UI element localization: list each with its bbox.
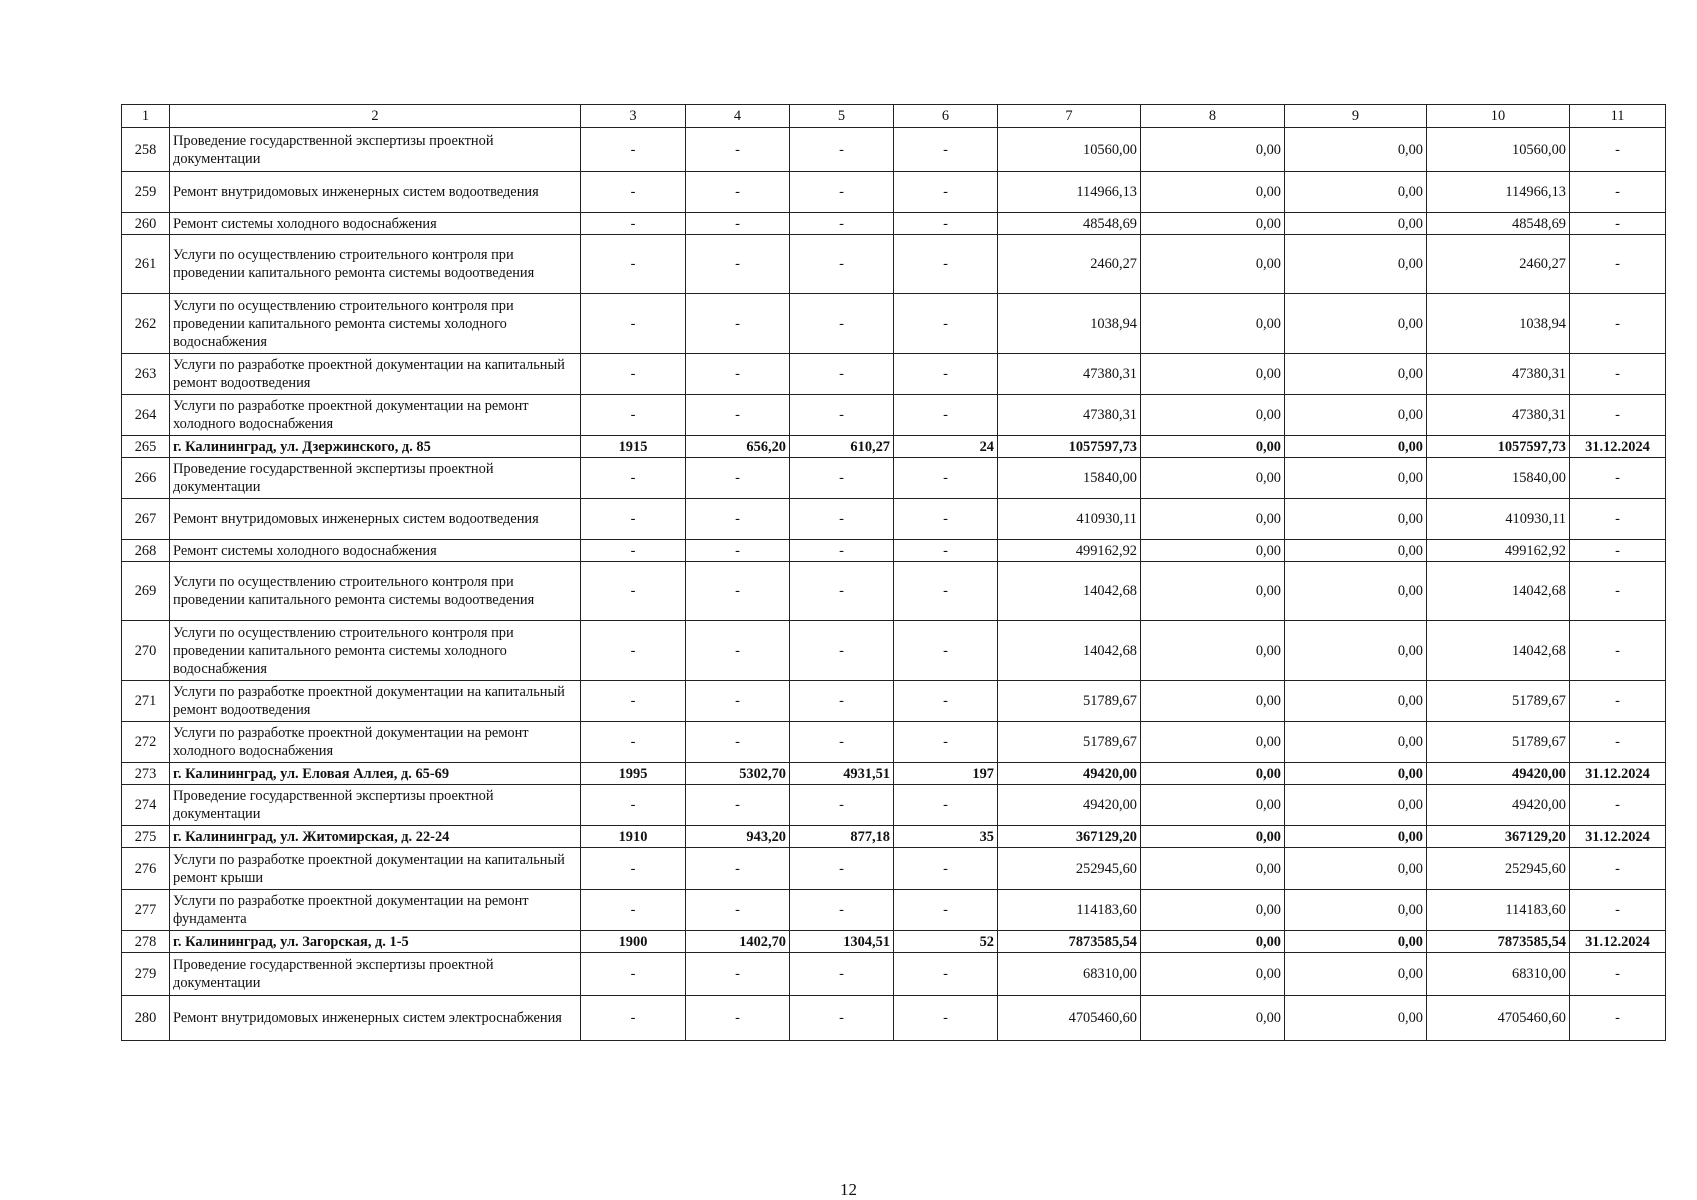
cell-col9: 0,00 (1285, 890, 1427, 931)
cell-col5: - (790, 499, 894, 540)
cell-col9: 0,00 (1285, 826, 1427, 848)
cell-col5: - (790, 953, 894, 996)
cell-col6: - (894, 499, 998, 540)
cell-col11: - (1570, 848, 1666, 890)
cell-col3: 1995 (581, 763, 686, 785)
cell-col3: 1915 (581, 436, 686, 458)
row-number: 266 (122, 458, 170, 499)
column-header: 10 (1427, 105, 1570, 128)
cell-col10: 14042,68 (1427, 621, 1570, 681)
cell-col4: - (686, 499, 790, 540)
cell-col4: - (686, 722, 790, 763)
table-body (122, 128, 1666, 1041)
column-header: 4 (686, 105, 790, 128)
cell-col4: - (686, 562, 790, 621)
cell-col5: - (790, 128, 894, 172)
cell-col5: - (790, 722, 894, 763)
cell-col3: - (581, 499, 686, 540)
row-number: 260 (122, 213, 170, 235)
cell-col9: 0,00 (1285, 395, 1427, 436)
column-header: 8 (1141, 105, 1285, 128)
cell-col10: 499162,92 (1427, 540, 1570, 562)
work-name: г. Калининград, ул. Еловая Аллея, д. 65-69 (170, 763, 581, 785)
table-row (122, 681, 1666, 722)
row-number: 269 (122, 562, 170, 621)
cell-col9: 0,00 (1285, 213, 1427, 235)
cell-col10: 114966,13 (1427, 172, 1570, 213)
cell-col9: 0,00 (1285, 681, 1427, 722)
cell-col9: 0,00 (1285, 235, 1427, 294)
work-name: Ремонт системы холодного водоснабжения (170, 540, 581, 562)
work-name: Проведение государственной экспертизы проектной документации (170, 953, 581, 996)
cell-col9: 0,00 (1285, 722, 1427, 763)
cell-col9: 0,00 (1285, 785, 1427, 826)
cell-col9: 0,00 (1285, 436, 1427, 458)
cell-col5: - (790, 890, 894, 931)
cell-col6: - (894, 354, 998, 395)
table-row (122, 890, 1666, 931)
cell-col4: - (686, 294, 790, 354)
cell-col7: 410930,11 (998, 499, 1141, 540)
cell-col8: 0,00 (1141, 213, 1285, 235)
cell-col8: 0,00 (1141, 354, 1285, 395)
cell-col6: 35 (894, 826, 998, 848)
cell-col4: - (686, 681, 790, 722)
header-row (122, 105, 1666, 128)
cell-col6: - (894, 294, 998, 354)
cell-col7: 499162,92 (998, 540, 1141, 562)
cell-col9: 0,00 (1285, 562, 1427, 621)
table-row (122, 848, 1666, 890)
table-row (122, 722, 1666, 763)
cell-col11: - (1570, 354, 1666, 395)
cell-col9: 0,00 (1285, 172, 1427, 213)
cell-col11: - (1570, 128, 1666, 172)
register-table-container (121, 104, 1666, 1041)
cell-col8: 0,00 (1141, 763, 1285, 785)
cell-col5: 610,27 (790, 436, 894, 458)
address-row (122, 763, 1666, 785)
cell-col8: 0,00 (1141, 890, 1285, 931)
cell-col4: 5302,70 (686, 763, 790, 785)
cell-col8: 0,00 (1141, 621, 1285, 681)
cell-col10: 2460,27 (1427, 235, 1570, 294)
cell-col10: 367129,20 (1427, 826, 1570, 848)
cell-col10: 4705460,60 (1427, 996, 1570, 1041)
work-name: Услуги по осуществлению строительного контроля при проведении капитального ремонта системы водоотведения (170, 235, 581, 294)
cell-col5: - (790, 621, 894, 681)
cell-col5: - (790, 681, 894, 722)
cell-col4: - (686, 621, 790, 681)
cell-col6: - (894, 621, 998, 681)
cell-col11: 31.12.2024 (1570, 763, 1666, 785)
row-number: 279 (122, 953, 170, 996)
column-header: 7 (998, 105, 1141, 128)
cell-col6: 52 (894, 931, 998, 953)
cell-col11: - (1570, 621, 1666, 681)
cell-col11: - (1570, 890, 1666, 931)
cell-col6: - (894, 395, 998, 436)
row-number: 278 (122, 931, 170, 953)
table-row (122, 213, 1666, 235)
cell-col4: - (686, 172, 790, 213)
cell-col8: 0,00 (1141, 562, 1285, 621)
column-header: 9 (1285, 105, 1427, 128)
cell-col3: 1900 (581, 931, 686, 953)
cell-col10: 49420,00 (1427, 763, 1570, 785)
cell-col9: 0,00 (1285, 621, 1427, 681)
cell-col7: 1057597,73 (998, 436, 1141, 458)
cell-col10: 68310,00 (1427, 953, 1570, 996)
cell-col11: - (1570, 540, 1666, 562)
row-number: 277 (122, 890, 170, 931)
work-name: Услуги по разработке проектной документации на ремонт холодного водоснабжения (170, 395, 581, 436)
cell-col11: - (1570, 395, 1666, 436)
cell-col8: 0,00 (1141, 294, 1285, 354)
column-header: 11 (1570, 105, 1666, 128)
cell-col8: 0,00 (1141, 996, 1285, 1041)
table-row (122, 294, 1666, 354)
cell-col7: 367129,20 (998, 826, 1141, 848)
cell-col8: 0,00 (1141, 458, 1285, 499)
cell-col3: - (581, 172, 686, 213)
cell-col5: 877,18 (790, 826, 894, 848)
cell-col5: - (790, 354, 894, 395)
work-name: г. Калининград, ул. Житомирская, д. 22-24 (170, 826, 581, 848)
work-name: Ремонт внутридомовых инженерных систем водоотведения (170, 172, 581, 213)
column-header: 6 (894, 105, 998, 128)
row-number: 258 (122, 128, 170, 172)
cell-col3: - (581, 562, 686, 621)
cell-col4: - (686, 785, 790, 826)
cell-col3: - (581, 681, 686, 722)
work-name: Услуги по осуществлению строительного контроля при проведении капитального ремонта системы водоотведения (170, 562, 581, 621)
cell-col7: 51789,67 (998, 681, 1141, 722)
table-row (122, 562, 1666, 621)
cell-col7: 68310,00 (998, 953, 1141, 996)
cell-col10: 51789,67 (1427, 722, 1570, 763)
table-row (122, 499, 1666, 540)
cell-col5: - (790, 235, 894, 294)
cell-col11: - (1570, 458, 1666, 499)
cell-col4: - (686, 458, 790, 499)
cell-col3: - (581, 294, 686, 354)
work-name: Услуги по осуществлению строительного контроля при проведении капитального ремонта системы холодного водоснабжения (170, 294, 581, 354)
cell-col10: 51789,67 (1427, 681, 1570, 722)
table-row (122, 953, 1666, 996)
cell-col10: 48548,69 (1427, 213, 1570, 235)
cell-col5: - (790, 996, 894, 1041)
cell-col11: - (1570, 499, 1666, 540)
row-number: 274 (122, 785, 170, 826)
cell-col8: 0,00 (1141, 931, 1285, 953)
table-row (122, 172, 1666, 213)
cell-col4: - (686, 128, 790, 172)
table-row (122, 540, 1666, 562)
cell-col6: - (894, 128, 998, 172)
cell-col4: - (686, 235, 790, 294)
row-number: 276 (122, 848, 170, 890)
row-number: 280 (122, 996, 170, 1041)
cell-col7: 114183,60 (998, 890, 1141, 931)
cell-col10: 7873585,54 (1427, 931, 1570, 953)
cell-col5: 4931,51 (790, 763, 894, 785)
cell-col4: 943,20 (686, 826, 790, 848)
cell-col10: 10560,00 (1427, 128, 1570, 172)
cell-col4: - (686, 890, 790, 931)
cell-col7: 47380,31 (998, 395, 1141, 436)
cell-col9: 0,00 (1285, 540, 1427, 562)
cell-col8: 0,00 (1141, 172, 1285, 213)
cell-col9: 0,00 (1285, 996, 1427, 1041)
cell-col9: 0,00 (1285, 953, 1427, 996)
row-number: 268 (122, 540, 170, 562)
cell-col8: 0,00 (1141, 785, 1285, 826)
address-row (122, 436, 1666, 458)
cell-col6: - (894, 172, 998, 213)
cell-col6: - (894, 213, 998, 235)
cell-col5: - (790, 294, 894, 354)
work-name: Проведение государственной экспертизы проектной документации (170, 128, 581, 172)
row-number: 263 (122, 354, 170, 395)
cell-col6: - (894, 458, 998, 499)
cell-col5: - (790, 785, 894, 826)
cell-col6: - (894, 540, 998, 562)
column-header: 2 (170, 105, 581, 128)
cell-col9: 0,00 (1285, 354, 1427, 395)
cell-col11: - (1570, 996, 1666, 1041)
cell-col6: - (894, 996, 998, 1041)
work-name: г. Калининград, ул. Дзержинского, д. 85 (170, 436, 581, 458)
table-row (122, 354, 1666, 395)
cell-col4: - (686, 996, 790, 1041)
cell-col6: - (894, 848, 998, 890)
cell-col8: 0,00 (1141, 848, 1285, 890)
cell-col4: - (686, 953, 790, 996)
cell-col7: 4705460,60 (998, 996, 1141, 1041)
cell-col11: - (1570, 562, 1666, 621)
cell-col3: - (581, 996, 686, 1041)
cell-col4: - (686, 848, 790, 890)
cell-col7: 114966,13 (998, 172, 1141, 213)
register-table (121, 104, 1666, 1041)
cell-col7: 49420,00 (998, 763, 1141, 785)
cell-col9: 0,00 (1285, 458, 1427, 499)
work-name: Услуги по осуществлению строительного контроля при проведении капитального ремонта системы холодного водоснабжения (170, 621, 581, 681)
cell-col8: 0,00 (1141, 953, 1285, 996)
cell-col8: 0,00 (1141, 722, 1285, 763)
work-name: Ремонт системы холодного водоснабжения (170, 213, 581, 235)
cell-col5: - (790, 540, 894, 562)
cell-col4: - (686, 540, 790, 562)
cell-col5: - (790, 562, 894, 621)
cell-col6: - (894, 562, 998, 621)
table-row (122, 621, 1666, 681)
cell-col3: - (581, 395, 686, 436)
cell-col9: 0,00 (1285, 848, 1427, 890)
cell-col11: 31.12.2024 (1570, 931, 1666, 953)
cell-col11: - (1570, 722, 1666, 763)
cell-col11: 31.12.2024 (1570, 436, 1666, 458)
column-header: 1 (122, 105, 170, 128)
cell-col6: - (894, 953, 998, 996)
cell-col9: 0,00 (1285, 499, 1427, 540)
work-name: Услуги по разработке проектной документации на капитальный ремонт водоотведения (170, 354, 581, 395)
cell-col10: 410930,11 (1427, 499, 1570, 540)
row-number: 271 (122, 681, 170, 722)
cell-col3: - (581, 213, 686, 235)
cell-col8: 0,00 (1141, 436, 1285, 458)
cell-col5: 1304,51 (790, 931, 894, 953)
cell-col10: 252945,60 (1427, 848, 1570, 890)
cell-col8: 0,00 (1141, 681, 1285, 722)
cell-col6: 197 (894, 763, 998, 785)
cell-col6: - (894, 890, 998, 931)
work-name: Услуги по разработке проектной документации на ремонт фундамента (170, 890, 581, 931)
cell-col10: 1057597,73 (1427, 436, 1570, 458)
cell-col7: 252945,60 (998, 848, 1141, 890)
work-name: Услуги по разработке проектной документации на капитальный ремонт крыши (170, 848, 581, 890)
row-number: 265 (122, 436, 170, 458)
row-number: 259 (122, 172, 170, 213)
row-number: 261 (122, 235, 170, 294)
cell-col10: 49420,00 (1427, 785, 1570, 826)
column-header: 5 (790, 105, 894, 128)
page-number: 12 (840, 1180, 857, 1199)
work-name: Проведение государственной экспертизы проектной документации (170, 785, 581, 826)
cell-col6: - (894, 235, 998, 294)
cell-col7: 1038,94 (998, 294, 1141, 354)
table-row (122, 996, 1666, 1041)
cell-col10: 15840,00 (1427, 458, 1570, 499)
cell-col11: - (1570, 681, 1666, 722)
cell-col4: - (686, 213, 790, 235)
cell-col8: 0,00 (1141, 540, 1285, 562)
cell-col11: - (1570, 785, 1666, 826)
table-row (122, 785, 1666, 826)
row-number: 272 (122, 722, 170, 763)
cell-col3: 1910 (581, 826, 686, 848)
cell-col8: 0,00 (1141, 826, 1285, 848)
cell-col10: 14042,68 (1427, 562, 1570, 621)
table-row (122, 458, 1666, 499)
row-number: 275 (122, 826, 170, 848)
cell-col7: 51789,67 (998, 722, 1141, 763)
cell-col3: - (581, 785, 686, 826)
work-name: г. Калининград, ул. Загорская, д. 1-5 (170, 931, 581, 953)
work-name: Ремонт внутридомовых инженерных систем электроснабжения (170, 996, 581, 1041)
cell-col6: - (894, 785, 998, 826)
work-name: Услуги по разработке проектной документации на капитальный ремонт водоотведения (170, 681, 581, 722)
table-row (122, 128, 1666, 172)
work-name: Услуги по разработке проектной документации на ремонт холодного водоснабжения (170, 722, 581, 763)
cell-col3: - (581, 540, 686, 562)
row-number: 270 (122, 621, 170, 681)
cell-col3: - (581, 354, 686, 395)
cell-col9: 0,00 (1285, 294, 1427, 354)
cell-col5: - (790, 395, 894, 436)
cell-col6: - (894, 722, 998, 763)
work-name: Ремонт внутридомовых инженерных систем водоотведения (170, 499, 581, 540)
cell-col11: - (1570, 213, 1666, 235)
cell-col9: 0,00 (1285, 763, 1427, 785)
cell-col10: 114183,60 (1427, 890, 1570, 931)
cell-col5: - (790, 848, 894, 890)
cell-col10: 47380,31 (1427, 395, 1570, 436)
cell-col3: - (581, 848, 686, 890)
cell-col3: - (581, 128, 686, 172)
work-name: Проведение государственной экспертизы проектной документации (170, 458, 581, 499)
cell-col4: - (686, 354, 790, 395)
cell-col3: - (581, 235, 686, 294)
cell-col7: 15840,00 (998, 458, 1141, 499)
cell-col7: 49420,00 (998, 785, 1141, 826)
cell-col10: 47380,31 (1427, 354, 1570, 395)
cell-col5: - (790, 172, 894, 213)
row-number: 264 (122, 395, 170, 436)
cell-col8: 0,00 (1141, 128, 1285, 172)
cell-col5: - (790, 213, 894, 235)
cell-col9: 0,00 (1285, 128, 1427, 172)
cell-col3: - (581, 722, 686, 763)
cell-col11: - (1570, 172, 1666, 213)
cell-col3: - (581, 953, 686, 996)
cell-col4: 1402,70 (686, 931, 790, 953)
cell-col11: - (1570, 235, 1666, 294)
cell-col11: - (1570, 294, 1666, 354)
cell-col8: 0,00 (1141, 499, 1285, 540)
cell-col8: 0,00 (1141, 395, 1285, 436)
column-header: 3 (581, 105, 686, 128)
cell-col8: 0,00 (1141, 235, 1285, 294)
cell-col6: 24 (894, 436, 998, 458)
row-number: 273 (122, 763, 170, 785)
cell-col11: - (1570, 953, 1666, 996)
table-row (122, 235, 1666, 294)
cell-col7: 47380,31 (998, 354, 1141, 395)
cell-col7: 10560,00 (998, 128, 1141, 172)
cell-col3: - (581, 621, 686, 681)
cell-col6: - (894, 681, 998, 722)
cell-col7: 48548,69 (998, 213, 1141, 235)
cell-col7: 14042,68 (998, 621, 1141, 681)
cell-col9: 0,00 (1285, 931, 1427, 953)
cell-col5: - (790, 458, 894, 499)
cell-col3: - (581, 458, 686, 499)
address-row (122, 931, 1666, 953)
cell-col7: 7873585,54 (998, 931, 1141, 953)
cell-col3: - (581, 890, 686, 931)
row-number: 267 (122, 499, 170, 540)
cell-col7: 14042,68 (998, 562, 1141, 621)
table-row (122, 395, 1666, 436)
cell-col4: - (686, 395, 790, 436)
cell-col11: 31.12.2024 (1570, 826, 1666, 848)
cell-col7: 2460,27 (998, 235, 1141, 294)
cell-col4: 656,20 (686, 436, 790, 458)
row-number: 262 (122, 294, 170, 354)
address-row (122, 826, 1666, 848)
cell-col10: 1038,94 (1427, 294, 1570, 354)
